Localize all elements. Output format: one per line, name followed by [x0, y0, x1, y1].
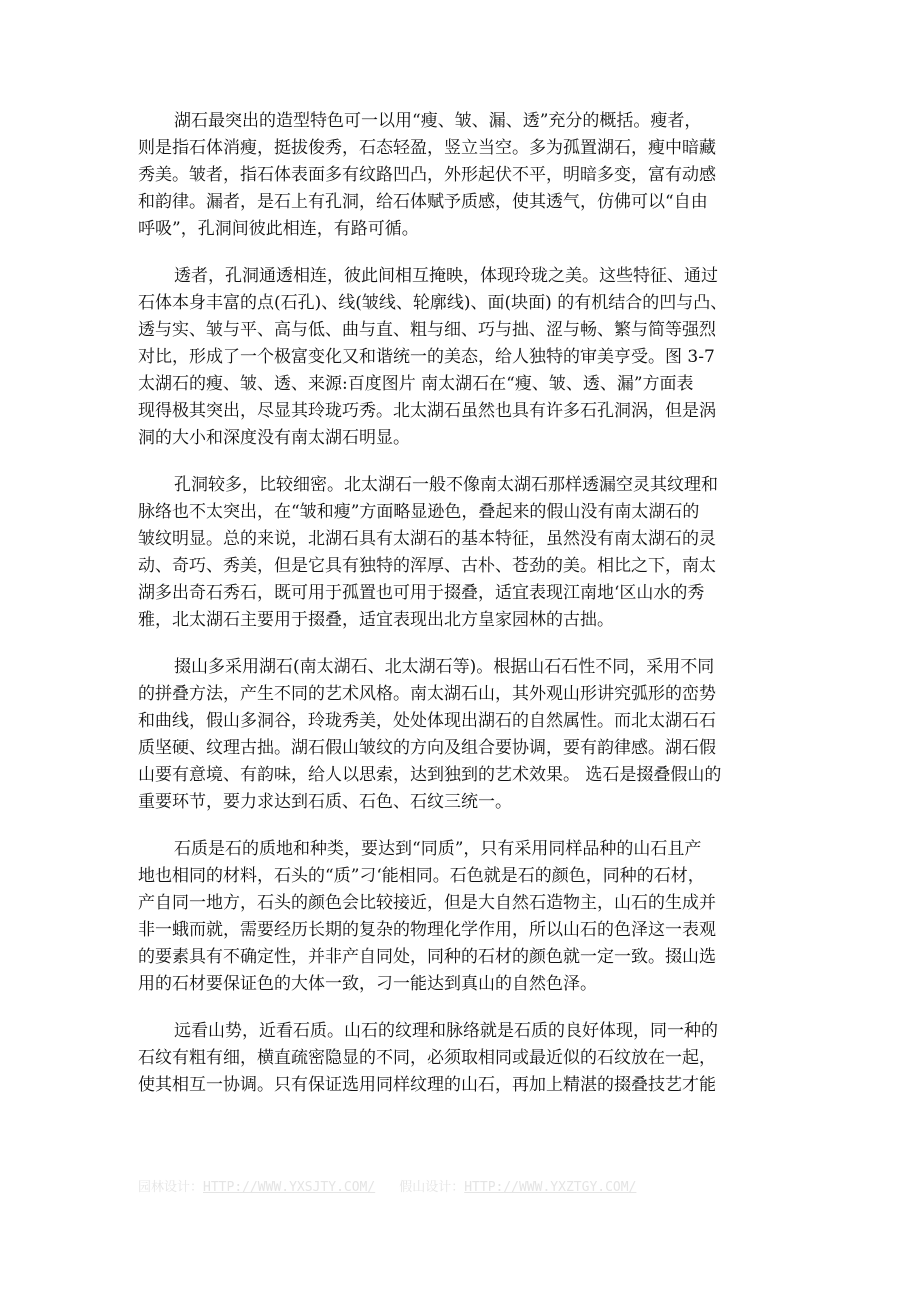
text-line: 动、奇巧、秀美，但是它具有独特的浑厚、古朴、苍劲的美。相比之下，南太	[138, 556, 716, 576]
text-line: 太湖石的瘦、皱、透、来源:百度图片 南太湖石在“瘦、皱、透、漏”方面表	[138, 374, 694, 394]
text-line: 非一蛾而就，需要经历长期的复杂的物理化学作用，所以山石的色泽这一表观	[138, 920, 716, 940]
footer-link-url[interactable]: HTTP://WWW.YXZTGY.COM/	[464, 1180, 637, 1195]
text-line: 山要有意境、有韵味，给人以思索，达到独到的艺术效果。 选石是掇叠假山的	[138, 765, 722, 785]
paragraph	[138, 836, 798, 998]
text-line: 对比，形成了一个极富变化又和谐统一的美态，给人独特的审美亨受。图 3-7	[138, 347, 715, 367]
paragraph	[138, 108, 798, 243]
text-line: 远看山势，近看石质。山石的纹理和脉络就是石质的良好体现，同一种的	[174, 1021, 718, 1041]
paragraph	[138, 1018, 798, 1099]
text-line: 的拼叠方法，产生不同的艺术风格。南太湖石山，其外观山形讲究弧形的峦势	[138, 684, 716, 704]
text-line: 和曲线，假山多洞谷，玲珑秀美，处处体现出湖石的自然属性。而北太湖石石	[138, 711, 716, 731]
text-line: 产自同一地方，石头的颜色会比较接近，但是大自然石造物主，山石的生成并	[138, 893, 716, 913]
footer-watermark	[138, 1176, 798, 1195]
footer-link[interactable]	[138, 1176, 375, 1195]
text-line: 掇山多采用湖石(南太湖石、北太湖石等)。根据山石石性不同，采用不同	[174, 657, 715, 677]
text-line: 洞的大小和深度没有南太湖石明显。	[138, 428, 410, 448]
text-line: 孔洞较多，比较细密。北太湖石一般不像南太湖石那样透漏空灵其纹理和	[174, 475, 718, 495]
text-line: 则是指石体消瘦，挺拔俊秀，石态轻盈，竖立当空。多为孤置湖石，瘦中暗藏	[138, 138, 716, 158]
footer-link-label: 假山设计：	[399, 1180, 465, 1195]
text-line: 秀美。皱者，指石体表面多有纹路凹凸，外形起伏不平，明暗多变，富有动感	[138, 165, 716, 185]
text-line: 湖多出奇石秀石，既可用于孤置也可用于掇叠，适宜表现江南地‘区山水的秀	[138, 583, 705, 603]
text-line: 的要素具有不确定性，并非产自同处，同种的石材的颜色就一定一致。掇山选	[138, 947, 716, 967]
text-line: 重要环节，要力求达到石质、石色、石纹三统一。	[138, 792, 512, 812]
text-line: 石质是石的质地和种类，要达到“同质”，只有采用同样品种的山石且产	[174, 839, 702, 859]
text-line: 用的石材要保证色的大体一致，刁一能达到真山的自然色泽。	[138, 974, 597, 994]
text-line: 地也相同的材料，石头的“质”刁‘能相同。石色就是石的颜色，同种的石材，	[138, 866, 705, 886]
document-body	[138, 108, 798, 1119]
text-line: 皱纹明显。总的来说，北湖石具有太湖石的基本特征，虽然没有南太湖石的灵	[138, 529, 716, 549]
text-line: 质坚硬、纹理古拙。湖石假山皱纹的方向及组合要协调，要有韵律感。湖石假	[138, 738, 716, 758]
text-line: 石体本身丰富的点(石孔)、线(皱线、轮廓线)、面(块面) 的有机结合的凹与凸、	[138, 293, 728, 313]
text-line: 使其相互一协调。只有保证选用同样纹理的山石，再加上精湛的掇叠技艺才能	[138, 1075, 716, 1095]
text-line: 脉络也不太突出，在“皱和瘦”方面略显逊色，叠起来的假山没有南太湖石的	[138, 502, 700, 522]
footer-link-url[interactable]: HTTP://WWW.YXSJTY.COM/	[203, 1180, 376, 1195]
text-line: 和韵律。漏者，是石上有孔洞，给石体赋予质感，使其透气，仿佛可以“自由	[138, 192, 708, 212]
footer-link-label: 园林设计：	[138, 1180, 204, 1195]
text-line: 湖石最突出的造型特色可一以用“瘦、皱、漏、透”充分的概括。瘦者，	[174, 111, 702, 131]
paragraph	[138, 472, 798, 634]
paragraph	[138, 263, 798, 452]
text-line: 雅，北太湖石主要用于掇叠，适宜表现出北方皇家园林的古拙。	[138, 610, 614, 630]
text-line: 石纹有粗有细，横直疏密隐显的不同，必须取相同或最近似的石纹放在一起，	[138, 1048, 716, 1068]
text-line: 透者，孔洞通透相连，彼此间相互掩映，体现玲珑之美。这些特征、通过	[174, 266, 718, 286]
footer-link[interactable]	[399, 1176, 636, 1195]
text-line: 透与实、皱与平、高与低、曲与直、粗与细、巧与拙、涩与畅、繁与简等强烈	[138, 320, 716, 340]
text-line: 现得极其突出，尽显其玲珑巧秀。北太湖石虽然也具有许多石孔洞涡，但是涡	[138, 401, 716, 421]
paragraph	[138, 654, 798, 816]
text-line: 呼吸”，孔洞间彼此相连，有路可循。	[138, 219, 419, 239]
